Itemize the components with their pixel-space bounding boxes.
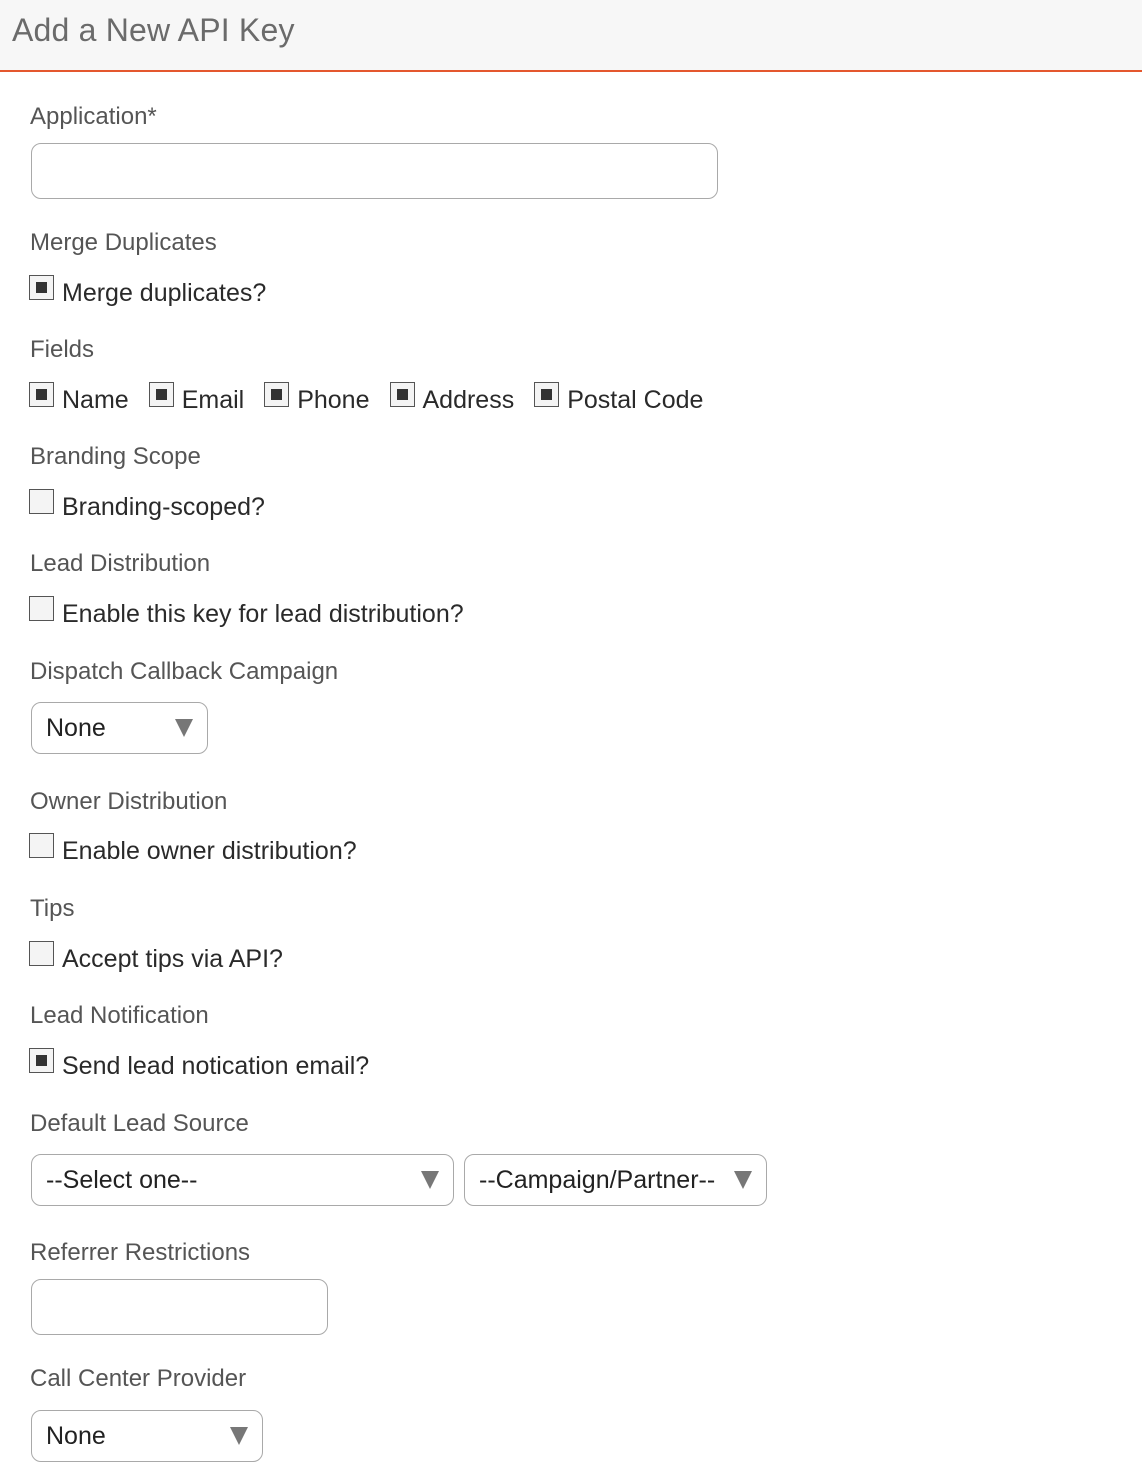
checkbox-icon[interactable] — [29, 596, 54, 621]
lead-notification-row — [29, 1051, 389, 1081]
call-center-provider-select[interactable] — [31, 1410, 263, 1462]
lead-notification-checkbox[interactable] — [29, 1051, 369, 1081]
checkbox-icon[interactable] — [29, 941, 54, 966]
lead-notification-label: Lead Notification — [30, 1002, 209, 1029]
fields-label: Fields — [30, 336, 95, 363]
checkbox-icon[interactable] — [149, 382, 174, 407]
application-label: Application* — [30, 103, 157, 130]
lead-source-select[interactable] — [31, 1154, 454, 1206]
owner-distribution-checkbox[interactable] — [29, 836, 357, 866]
field-name-label: Name — [62, 386, 129, 414]
field-postal-code-label: Postal Code — [567, 386, 704, 414]
merge-duplicates-label: Merge Duplicates — [30, 229, 217, 256]
accept-tips-option-label: Accept tips via API? — [62, 945, 283, 973]
application-input[interactable] — [31, 143, 718, 199]
call-center-provider-selected: None — [46, 1421, 106, 1450]
field-email-label: Email — [181, 386, 245, 414]
checkbox-icon[interactable] — [390, 382, 415, 407]
lead-source-selected: --Select one-- — [46, 1165, 198, 1194]
field-phone-checkbox[interactable] — [264, 385, 369, 415]
checkbox-icon[interactable] — [29, 489, 54, 514]
dispatch-callback-selected: None — [46, 713, 106, 742]
lead-distribution-label: Lead Distribution — [30, 550, 211, 577]
page-header — [0, 0, 1142, 72]
dispatch-callback-label: Dispatch Callback Campaign — [30, 658, 339, 685]
branding-scope-label: Branding Scope — [30, 443, 201, 470]
checkbox-icon[interactable] — [534, 382, 559, 407]
merge-duplicates-checkbox[interactable] — [29, 278, 266, 308]
tips-label: Tips — [30, 895, 75, 922]
checkbox-icon[interactable] — [29, 1048, 54, 1073]
triangle-down-icon — [175, 719, 193, 737]
field-address-checkbox[interactable] — [390, 385, 515, 415]
field-phone-label: Phone — [297, 386, 370, 414]
merge-duplicates-row — [29, 278, 286, 308]
referrer-restrictions-label: Referrer Restrictions — [30, 1239, 251, 1266]
lead-notification-option-label: Send lead notication email? — [62, 1052, 370, 1080]
owner-distribution-label: Owner Distribution — [30, 788, 228, 815]
triangle-down-icon — [734, 1171, 752, 1189]
owner-distribution-row — [29, 836, 377, 866]
checkbox-icon[interactable] — [264, 382, 289, 407]
branding-scoped-option-label: Branding-scoped? — [62, 493, 265, 521]
campaign-partner-selected: --Campaign/Partner-- — [479, 1165, 716, 1194]
lead-distribution-checkbox[interactable] — [29, 599, 464, 629]
field-address-label: Address — [422, 386, 515, 414]
checkbox-icon[interactable] — [29, 382, 54, 407]
owner-distribution-option-label: Enable owner distribution? — [62, 837, 357, 865]
accept-tips-checkbox[interactable] — [29, 944, 283, 974]
referrer-restrictions-input[interactable] — [31, 1279, 328, 1335]
lead-distribution-row — [29, 599, 484, 629]
tips-row — [29, 944, 303, 974]
triangle-down-icon — [230, 1427, 248, 1445]
call-center-provider-label: Call Center Provider — [30, 1365, 247, 1392]
checkbox-icon[interactable] — [29, 833, 54, 858]
lead-distribution-option-label: Enable this key for lead distribution? — [62, 600, 464, 628]
branding-scope-row — [29, 492, 285, 522]
field-name-checkbox[interactable] — [29, 385, 129, 415]
page-title: Add a New API Key — [12, 12, 295, 48]
default-lead-source-label: Default Lead Source — [30, 1110, 249, 1137]
checkbox-icon[interactable] — [29, 275, 54, 300]
branding-scoped-checkbox[interactable] — [29, 492, 265, 522]
fields-row — [29, 385, 723, 415]
campaign-partner-select[interactable] — [464, 1154, 767, 1206]
field-email-checkbox[interactable] — [149, 385, 245, 415]
field-postal-code-checkbox[interactable] — [534, 385, 703, 415]
dispatch-callback-select[interactable] — [31, 702, 208, 754]
merge-duplicates-option-label: Merge duplicates? — [62, 279, 267, 307]
triangle-down-icon — [421, 1171, 439, 1189]
